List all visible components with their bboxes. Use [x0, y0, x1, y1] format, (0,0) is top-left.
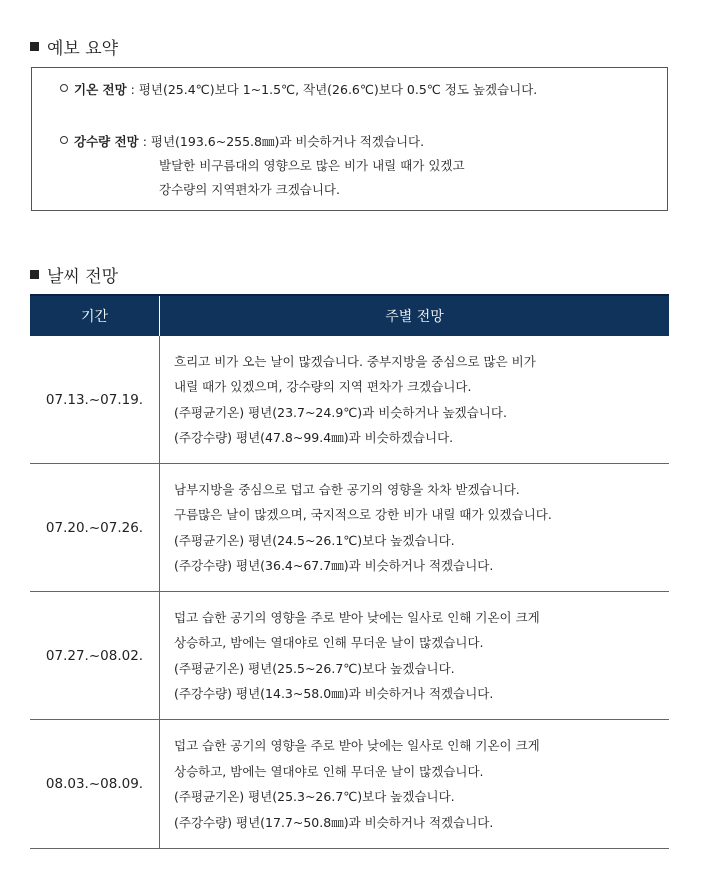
table-row — [30, 592, 669, 720]
square-bullet-icon — [30, 42, 39, 51]
outlook-line: (주평균기온) 평년(25.5~26.7℃)보다 높겠습니다. — [174, 660, 455, 676]
period-cell: 07.20.~07.26. — [30, 464, 160, 592]
summary-item-label: 기온 전망 — [74, 82, 127, 97]
period-cell: 08.03.~08.09. — [30, 720, 160, 849]
outlook-line: (주평균기온) 평년(23.7~24.9℃)과 비슷하거나 높겠습니다. — [174, 404, 507, 420]
weather-outlook-heading — [30, 262, 118, 287]
summary-item-text: 평년(193.6~255.8㎜)과 비슷하거나 적겠습니다. — [150, 134, 425, 149]
outlook-cell — [160, 464, 670, 592]
outlook-line: (주강수량) 평년(17.7~50.8㎜)과 비슷하거나 적겠습니다. — [174, 814, 494, 830]
outlook-line: 구름많은 날이 많겠으며, 국지적으로 강한 비가 내릴 때가 있겠습니다. — [174, 507, 552, 522]
summary-separator: : — [126, 82, 139, 97]
outlook-line: 덥고 습한 공기의 영향을 주로 받아 낮에는 일사로 인해 기온이 크게 — [174, 609, 540, 625]
outlook-line: (주강수량) 평년(36.4~67.7㎜)과 비슷하거나 적겠습니다. — [174, 558, 494, 573]
outlook-cell — [160, 592, 670, 720]
weather-outlook-heading-text: 날씨 전망 — [47, 267, 119, 287]
outlook-line: 내릴 때가 있겠으며, 강수량의 지역 편차가 크겠습니다. — [174, 379, 472, 394]
outlook-line: 덥고 습한 공기의 영향을 주로 받아 낮에는 일사로 인해 기온이 크게 — [174, 738, 540, 753]
period-cell: 07.27.~08.02. — [30, 592, 160, 720]
circle-bullet-icon — [60, 84, 68, 92]
summary-separator: : — [138, 134, 151, 149]
column-header-period: 기간 — [30, 295, 160, 336]
outlook-line: 남부지방을 중심으로 덥고 습한 공기의 영향을 차차 받겠습니다. — [174, 481, 520, 497]
outlook-line: (주강수량) 평년(47.8~99.4㎜)과 비슷하겠습니다. — [174, 430, 454, 445]
period-cell: 07.13.~07.19. — [30, 336, 160, 464]
summary-item-label: 강수량 전망 — [74, 134, 139, 149]
outlook-line: (주평균기온) 평년(25.3~26.7℃)보다 높겠습니다. — [174, 789, 455, 804]
summary-item-text-continued: 강수량의 지역편차가 크겠습니다. — [159, 182, 340, 197]
outlook-line: (주강수량) 평년(14.3~58.0㎜)과 비슷하거나 적겠습니다. — [174, 686, 494, 701]
square-bullet-icon — [30, 270, 39, 279]
table-row — [30, 720, 669, 849]
forecast-summary-heading — [30, 34, 118, 59]
outlook-line: 상승하고, 밤에는 열대야로 인해 무더운 날이 많겠습니다. — [174, 763, 484, 779]
weekly-outlook-table — [30, 294, 669, 849]
outlook-line: (주평균기온) 평년(24.5~26.1℃)보다 높겠습니다. — [174, 532, 455, 548]
circle-bullet-icon — [60, 136, 68, 144]
forecast-summary-box — [31, 67, 668, 211]
table-header-row — [30, 295, 669, 336]
table-row — [30, 336, 669, 464]
outlook-line: 흐리고 비가 오는 날이 많겠습니다. 중부지방을 중심으로 많은 비가 — [174, 353, 536, 369]
summary-item-text: 평년(25.4℃)보다 1~1.5℃, 작년(26.6℃)보다 0.5℃ 정도 높겠습니다. — [138, 82, 538, 97]
summary-item-temperature — [60, 78, 537, 102]
summary-item-precipitation — [60, 130, 424, 154]
column-header-weekly-outlook: 주별 전망 — [160, 295, 670, 336]
forecast-summary-heading-text: 예보 요약 — [47, 39, 119, 59]
table-row — [30, 464, 669, 592]
outlook-line: 상승하고, 밤에는 열대야로 인해 무더운 날이 많겠습니다. — [174, 635, 484, 650]
outlook-cell — [160, 720, 670, 849]
outlook-cell — [160, 336, 670, 464]
summary-item-text-continued: 발달한 비구름대의 영향으로 많은 비가 내릴 때가 있겠고 — [159, 158, 465, 173]
